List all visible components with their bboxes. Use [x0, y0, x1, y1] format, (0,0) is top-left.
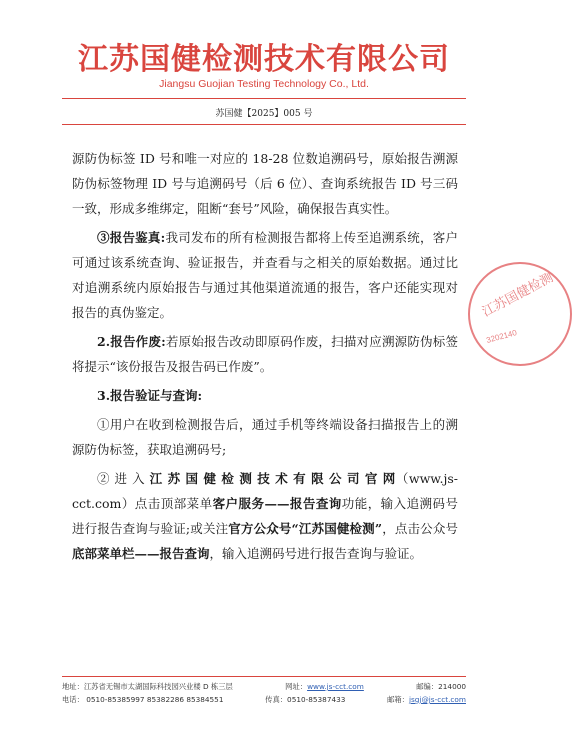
bold-text: 客户服务——报告查询: [212, 496, 342, 511]
footer-address: 地址：江苏省无锡市太湖国际科技园兴业楼 D 栋三层: [62, 682, 233, 691]
text: ，输入追溯码号进行报告查询与验证。: [209, 546, 423, 561]
footer-line-2: [62, 695, 466, 705]
letterhead-subtitle: Jiangsu Guojian Testing Technology Co., Ltd.: [159, 78, 369, 90]
paragraph-text: 若原始报告改动即原码作废，扫描对应溯源防伪标签将提示“该份报告及报告码已作废”。: [72, 334, 458, 374]
seal-number: 3202140: [485, 328, 518, 345]
company-seal: [468, 262, 572, 366]
paragraph-text: 我司发布的所有检测报告都将上传至追溯系统，客户可通过该系统查询、验证报告，并查看与之相关的原始数据。通过比对追溯系统内原始报告与通过其他渠道流通的报告，客户还能实现对报告的真伪鉴定。: [72, 230, 458, 320]
paragraph-label: 2.报告作废:: [97, 334, 166, 349]
footer-website: [285, 682, 364, 692]
header-rule-2: [62, 124, 466, 125]
footer-rule: [62, 676, 466, 677]
email-link[interactable]: jsgj@js-cct.com: [408, 695, 466, 704]
text: （www.js-cct.com）点击顶部菜单: [72, 471, 459, 511]
header-rule: [62, 98, 466, 99]
text: ② 进 入: [97, 471, 150, 486]
footer-fax: 传真：0510-85387433: [265, 695, 346, 704]
section-heading-verification: [72, 383, 458, 408]
document-number: 苏国健【2025】005 号: [215, 109, 313, 119]
bold-text: 官方公众号“江苏国健检测”: [228, 521, 383, 536]
footer-email-label: 邮箱：: [387, 695, 409, 704]
bold-text: 江 苏 国 健 检 测 技 术 有 限 公 司 官 网: [149, 471, 396, 486]
paragraph-website: [72, 466, 458, 566]
paragraph-authentication: [72, 225, 458, 325]
document-body: [72, 146, 458, 570]
footer-line-1: [62, 682, 466, 692]
section-heading-text: 3.报告验证与查询:: [97, 388, 203, 403]
text: ，点击公众号: [382, 521, 458, 536]
footer-phone: 电话： 0510-85385997 85382286 85384551: [62, 695, 224, 704]
footer-postcode: 邮编：214000: [416, 682, 466, 691]
paragraph-scan: ①用户在收到检测报告后，通过手机等终端设备扫描报告上的溯源防伪标签，获取追溯码号;: [72, 417, 458, 457]
footer-email: [387, 695, 466, 705]
bold-text: 底部菜单栏——报告查询: [72, 546, 210, 561]
paragraph-label: ③报告鉴真:: [97, 230, 166, 245]
letterhead-title: 江苏国健检测技术有限公司: [78, 42, 450, 77]
paragraph-traceability: 源防伪标签 ID 号和唯一对应的 18-28 位数追溯码号，原始报告溯源防伪标签物理 ID 号与追溯码号（后 6 位）、查询系统报告 ID 号三码一致，形成多维绑定，阻断“套号”风险，确保报告真实性。: [72, 151, 458, 216]
paragraph-void: [72, 329, 458, 379]
website-link[interactable]: www.js-cct.com: [307, 682, 364, 691]
footer-website-label: 网址：: [285, 682, 308, 691]
text: 功能，输入追溯码号进行报告查询与验证;或关注: [72, 496, 458, 536]
seal-text: 江苏国健检测: [479, 270, 556, 321]
